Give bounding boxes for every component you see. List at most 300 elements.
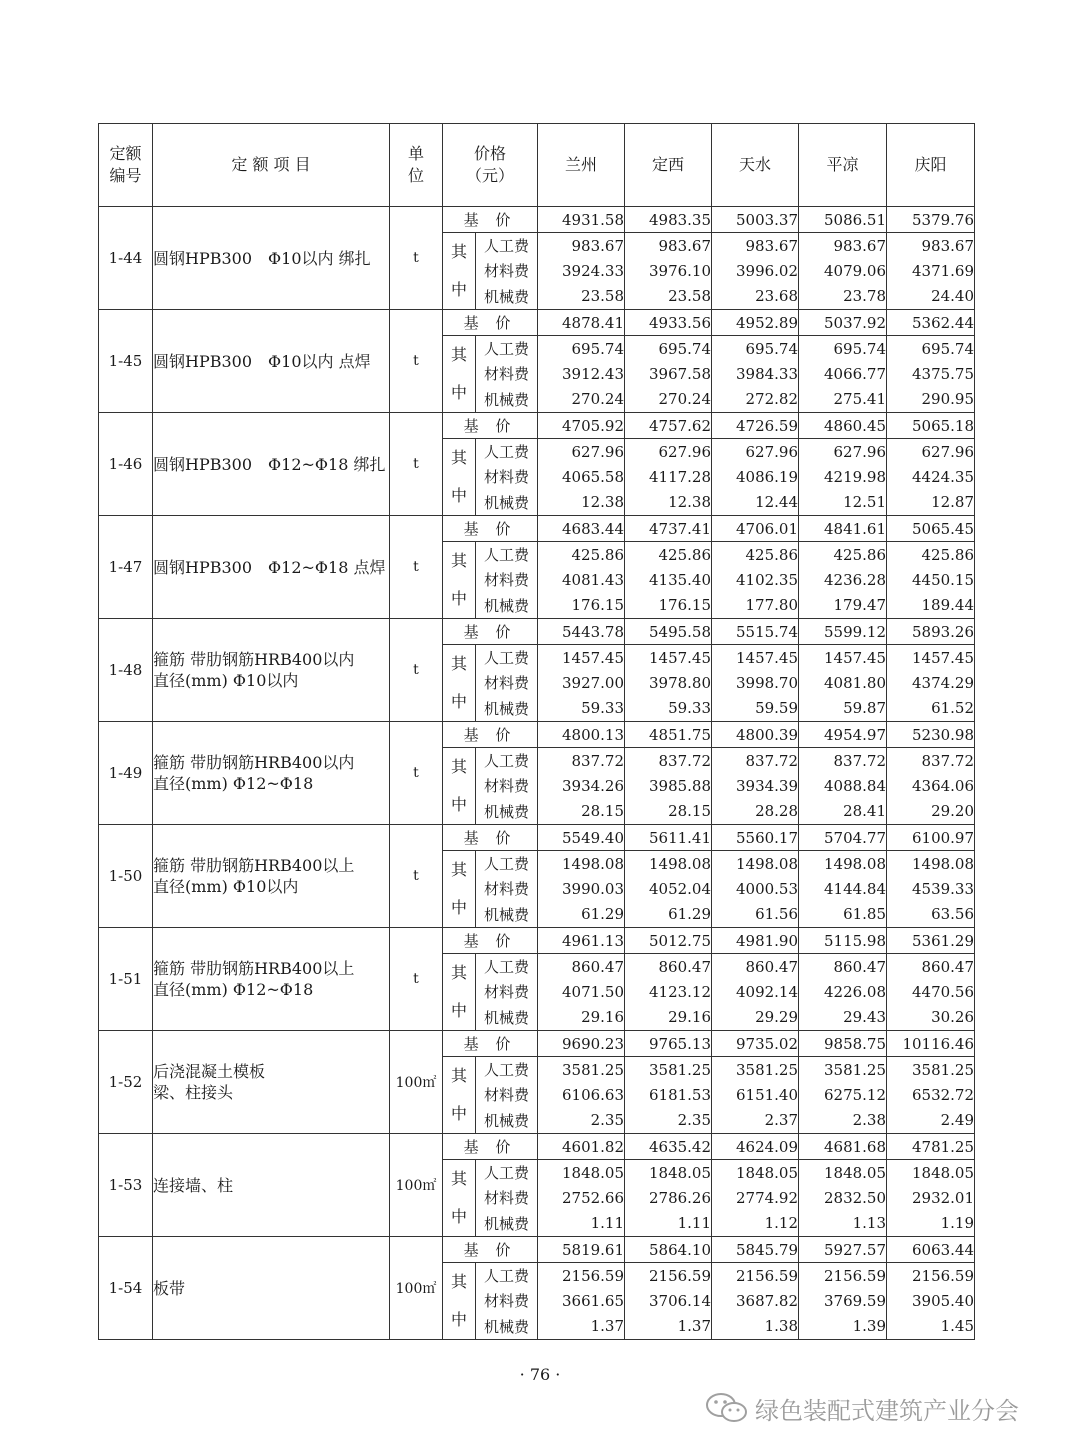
base-price-label: 基 价: [443, 516, 538, 542]
labor-cost-label: 人工费: [476, 954, 538, 980]
price-cell: 1848.05: [538, 1160, 625, 1186]
header-city: 定西: [625, 124, 712, 207]
price-cell: 1.19: [887, 1211, 975, 1237]
price-cell: 2932.01: [887, 1185, 975, 1210]
price-cell: 12.87: [887, 490, 975, 516]
quota-unit: t: [390, 310, 443, 413]
price-cell: 3934.39: [712, 773, 799, 798]
price-cell: 4123.12: [625, 979, 712, 1004]
base-price-label: 基 价: [443, 1031, 538, 1057]
price-cell: 1.39: [799, 1314, 887, 1340]
including-label: 其 中: [443, 1263, 476, 1340]
price-cell: 59.87: [799, 696, 887, 722]
labor-cost-label: 人工费: [476, 851, 538, 877]
material-cost-label: 材料费: [476, 876, 538, 901]
price-cell: 1457.45: [712, 645, 799, 671]
price-cell: 29.16: [625, 1005, 712, 1031]
price-cell: 6181.53: [625, 1082, 712, 1107]
price-cell: 5003.37: [712, 207, 799, 233]
price-cell: 4781.25: [887, 1134, 975, 1160]
price-cell: 5115.98: [799, 928, 887, 954]
price-cell: 4071.50: [538, 979, 625, 1004]
price-cell: 4635.42: [625, 1134, 712, 1160]
price-cell: 4737.41: [625, 516, 712, 542]
quota-unit: 100㎡: [390, 1237, 443, 1340]
quota-code: 1-44: [99, 207, 153, 310]
price-cell: 3905.40: [887, 1288, 975, 1313]
price-cell: 627.96: [625, 439, 712, 465]
price-cell: 1848.05: [887, 1160, 975, 1186]
labor-cost-label: 人工费: [476, 1160, 538, 1186]
machine-cost-label: 机械费: [476, 387, 538, 413]
price-cell: 2.49: [887, 1108, 975, 1134]
quota-code: 1-47: [99, 516, 153, 619]
price-cell: 1457.45: [538, 645, 625, 671]
quota-unit: t: [390, 928, 443, 1031]
quota-item: 圆钢HPB300 Φ10以内 绑扎: [153, 207, 390, 310]
quota-item: 连接墙、柱: [153, 1134, 390, 1237]
price-cell: 627.96: [712, 439, 799, 465]
quota-unit: t: [390, 722, 443, 825]
quota-unit: t: [390, 825, 443, 928]
price-cell: 270.24: [625, 387, 712, 413]
price-cell: 4079.06: [799, 258, 887, 283]
price-cell: 3912.43: [538, 361, 625, 386]
price-cell: 59.33: [625, 696, 712, 722]
price-cell: 4983.35: [625, 207, 712, 233]
material-cost-label: 材料费: [476, 1082, 538, 1107]
price-cell: 5864.10: [625, 1237, 712, 1263]
price-cell: 4601.82: [538, 1134, 625, 1160]
machine-cost-label: 机械费: [476, 490, 538, 516]
price-cell: 4236.28: [799, 567, 887, 592]
price-cell: 272.82: [712, 387, 799, 413]
price-cell: 1848.05: [799, 1160, 887, 1186]
price-cell: 4841.61: [799, 516, 887, 542]
table-row: [99, 1237, 975, 1263]
quota-code: 1-50: [99, 825, 153, 928]
quota-unit: t: [390, 207, 443, 310]
price-cell: 2156.59: [625, 1263, 712, 1289]
header-city: 天水: [712, 124, 799, 207]
material-cost-label: 材料费: [476, 773, 538, 798]
base-price-label: 基 价: [443, 413, 538, 439]
price-cell: 860.47: [625, 954, 712, 980]
price-cell: 5065.18: [887, 413, 975, 439]
price-cell: 3687.82: [712, 1288, 799, 1313]
price-cell: 23.68: [712, 284, 799, 310]
price-cell: 6100.97: [887, 825, 975, 851]
material-cost-label: 材料费: [476, 567, 538, 592]
price-cell: 29.20: [887, 799, 975, 825]
price-cell: 5704.77: [799, 825, 887, 851]
price-cell: 12.51: [799, 490, 887, 516]
price-cell: 1498.08: [538, 851, 625, 877]
table-row: [99, 310, 975, 336]
price-cell: 3581.25: [712, 1057, 799, 1083]
price-cell: 837.72: [887, 748, 975, 774]
including-label: 其 中: [443, 954, 476, 1031]
machine-cost-label: 机械费: [476, 696, 538, 722]
table-row: [99, 619, 975, 645]
price-cell: 5560.17: [712, 825, 799, 851]
table-row: [99, 928, 975, 954]
quota-unit: t: [390, 413, 443, 516]
price-cell: 1.13: [799, 1211, 887, 1237]
price-cell: 837.72: [625, 748, 712, 774]
price-cell: 3996.02: [712, 258, 799, 283]
price-cell: 425.86: [625, 542, 712, 568]
price-cell: 61.29: [538, 902, 625, 928]
labor-cost-label: 人工费: [476, 233, 538, 259]
price-cell: 425.86: [538, 542, 625, 568]
price-cell: 4219.98: [799, 464, 887, 489]
price-cell: 4470.56: [887, 979, 975, 1004]
price-cell: 5549.40: [538, 825, 625, 851]
price-cell: 4374.29: [887, 670, 975, 695]
price-cell: 5086.51: [799, 207, 887, 233]
machine-cost-label: 机械费: [476, 1211, 538, 1237]
quota-item: 后浇混凝土模板 梁、柱接头: [153, 1031, 390, 1134]
price-cell: 179.47: [799, 593, 887, 619]
machine-cost-label: 机械费: [476, 1005, 538, 1031]
price-cell: 4705.92: [538, 413, 625, 439]
machine-cost-label: 机械费: [476, 284, 538, 310]
price-cell: 3984.33: [712, 361, 799, 386]
quota-item: 圆钢HPB300 Φ12~Φ18 点焊: [153, 516, 390, 619]
material-cost-label: 材料费: [476, 258, 538, 283]
header-price: 价格 （元）: [443, 124, 538, 207]
machine-cost-label: 机械费: [476, 799, 538, 825]
price-cell: 59.59: [712, 696, 799, 722]
labor-cost-label: 人工费: [476, 336, 538, 362]
table-row: [99, 1134, 975, 1160]
price-cell: 2.38: [799, 1108, 887, 1134]
price-cell: 1848.05: [625, 1160, 712, 1186]
price-cell: 425.86: [712, 542, 799, 568]
price-cell: 4981.90: [712, 928, 799, 954]
price-cell: 983.67: [625, 233, 712, 259]
price-cell: 6532.72: [887, 1082, 975, 1107]
price-cell: 28.28: [712, 799, 799, 825]
quota-code: 1-52: [99, 1031, 153, 1134]
quota-code: 1-54: [99, 1237, 153, 1340]
price-cell: 4681.68: [799, 1134, 887, 1160]
price-cell: 4878.41: [538, 310, 625, 336]
price-cell: 1498.08: [712, 851, 799, 877]
price-cell: 29.16: [538, 1005, 625, 1031]
including-label: 其 中: [443, 542, 476, 619]
price-cell: 3934.26: [538, 773, 625, 798]
price-cell: 3581.25: [799, 1057, 887, 1083]
price-cell: 2786.26: [625, 1185, 712, 1210]
quota-unit: 100㎡: [390, 1134, 443, 1237]
machine-cost-label: 机械费: [476, 593, 538, 619]
price-cell: 4961.13: [538, 928, 625, 954]
price-cell: 627.96: [799, 439, 887, 465]
price-cell: 176.15: [538, 593, 625, 619]
price-cell: 4371.69: [887, 258, 975, 283]
including-label: 其 中: [443, 645, 476, 722]
quota-item: 圆钢HPB300 Φ12~Φ18 绑扎: [153, 413, 390, 516]
price-cell: 29.43: [799, 1005, 887, 1031]
price-cell: 28.15: [625, 799, 712, 825]
price-cell: 30.26: [887, 1005, 975, 1031]
price-cell: 4135.40: [625, 567, 712, 592]
price-cell: 4226.08: [799, 979, 887, 1004]
price-cell: 4539.33: [887, 876, 975, 901]
price-cell: 2156.59: [799, 1263, 887, 1289]
price-cell: 23.58: [538, 284, 625, 310]
page-number: · 76 ·: [519, 1365, 561, 1384]
header-city: 平凉: [799, 124, 887, 207]
price-cell: 4375.75: [887, 361, 975, 386]
price-cell: 5819.61: [538, 1237, 625, 1263]
price-cell: 12.38: [538, 490, 625, 516]
price-cell: 4088.84: [799, 773, 887, 798]
header-city: 兰州: [538, 124, 625, 207]
quota-code: 1-48: [99, 619, 153, 722]
price-cell: 983.67: [538, 233, 625, 259]
price-cell: 28.41: [799, 799, 887, 825]
table-row: [99, 722, 975, 748]
quota-code: 1-51: [99, 928, 153, 1031]
price-cell: 3976.10: [625, 258, 712, 283]
price-cell: 4117.28: [625, 464, 712, 489]
quota-unit: 100㎡: [390, 1031, 443, 1134]
price-cell: 4800.13: [538, 722, 625, 748]
price-cell: 177.80: [712, 593, 799, 619]
header-item: 定 额 项 目: [153, 124, 390, 207]
price-cell: 4860.45: [799, 413, 887, 439]
price-cell: 695.74: [625, 336, 712, 362]
quota-unit: t: [390, 516, 443, 619]
price-cell: 29.29: [712, 1005, 799, 1031]
price-cell: 1457.45: [799, 645, 887, 671]
price-cell: 5443.78: [538, 619, 625, 645]
quota-item: 箍筋 带肋钢筋HRB400以内 直径(mm) Φ10以内: [153, 619, 390, 722]
price-cell: 4364.06: [887, 773, 975, 798]
price-cell: 3927.00: [538, 670, 625, 695]
material-cost-label: 材料费: [476, 1288, 538, 1313]
quota-item: 板带: [153, 1237, 390, 1340]
price-cell: 5611.41: [625, 825, 712, 851]
price-cell: 59.33: [538, 696, 625, 722]
price-cell: 3769.59: [799, 1288, 887, 1313]
price-cell: 4851.75: [625, 722, 712, 748]
price-cell: 5065.45: [887, 516, 975, 542]
price-cell: 5361.29: [887, 928, 975, 954]
price-cell: 860.47: [799, 954, 887, 980]
price-cell: 4683.44: [538, 516, 625, 542]
base-price-label: 基 价: [443, 1134, 538, 1160]
price-cell: 1848.05: [712, 1160, 799, 1186]
price-cell: 4081.80: [799, 670, 887, 695]
price-cell: 4954.97: [799, 722, 887, 748]
quota-code: 1-49: [99, 722, 153, 825]
price-cell: 2.37: [712, 1108, 799, 1134]
price-cell: 2.35: [538, 1108, 625, 1134]
price-cell: 425.86: [799, 542, 887, 568]
table-row: [99, 516, 975, 542]
price-cell: 425.86: [887, 542, 975, 568]
including-label: 其 中: [443, 233, 476, 310]
labor-cost-label: 人工费: [476, 1057, 538, 1083]
material-cost-label: 材料费: [476, 464, 538, 489]
price-cell: 1498.08: [887, 851, 975, 877]
base-price-label: 基 价: [443, 310, 538, 336]
price-cell: 983.67: [887, 233, 975, 259]
price-cell: 3924.33: [538, 258, 625, 283]
price-cell: 6151.40: [712, 1082, 799, 1107]
including-label: 其 中: [443, 851, 476, 928]
price-cell: 2156.59: [538, 1263, 625, 1289]
price-cell: 3581.25: [625, 1057, 712, 1083]
price-cell: 4952.89: [712, 310, 799, 336]
material-cost-label: 材料费: [476, 1185, 538, 1210]
quota-item: 箍筋 带肋钢筋HRB400以内 直径(mm) Φ12~Φ18: [153, 722, 390, 825]
base-price-label: 基 价: [443, 619, 538, 645]
price-cell: 1.11: [538, 1211, 625, 1237]
price-cell: 5230.98: [887, 722, 975, 748]
header-unit: 单 位: [390, 124, 443, 207]
watermark: [705, 1390, 1019, 1426]
quota-code: 1-45: [99, 310, 153, 413]
price-cell: 2156.59: [887, 1263, 975, 1289]
price-cell: 860.47: [538, 954, 625, 980]
price-cell: 2156.59: [712, 1263, 799, 1289]
price-cell: 61.52: [887, 696, 975, 722]
price-cell: 627.96: [887, 439, 975, 465]
price-cell: 4052.04: [625, 876, 712, 901]
labor-cost-label: 人工费: [476, 542, 538, 568]
price-cell: 4933.56: [625, 310, 712, 336]
price-cell: 5037.92: [799, 310, 887, 336]
labor-cost-label: 人工费: [476, 439, 538, 465]
price-cell: 3985.88: [625, 773, 712, 798]
price-cell: 290.95: [887, 387, 975, 413]
price-cell: 5012.75: [625, 928, 712, 954]
price-cell: 4624.09: [712, 1134, 799, 1160]
price-cell: 627.96: [538, 439, 625, 465]
price-cell: 4726.59: [712, 413, 799, 439]
price-cell: 23.78: [799, 284, 887, 310]
price-cell: 10116.46: [887, 1031, 975, 1057]
price-cell: 4000.53: [712, 876, 799, 901]
price-cell: 4081.43: [538, 567, 625, 592]
price-cell: 4931.58: [538, 207, 625, 233]
price-cell: 61.29: [625, 902, 712, 928]
price-cell: 2774.92: [712, 1185, 799, 1210]
price-cell: 3581.25: [538, 1057, 625, 1083]
price-cell: 1457.45: [625, 645, 712, 671]
price-cell: 860.47: [712, 954, 799, 980]
price-cell: 28.15: [538, 799, 625, 825]
labor-cost-label: 人工费: [476, 1263, 538, 1289]
price-cell: 5379.76: [887, 207, 975, 233]
quota-item: 箍筋 带肋钢筋HRB400以上 直径(mm) Φ12~Φ18: [153, 928, 390, 1031]
price-cell: 1.37: [625, 1314, 712, 1340]
header-code: 定额 编号: [99, 124, 153, 207]
price-cell: 4086.19: [712, 464, 799, 489]
machine-cost-label: 机械费: [476, 1108, 538, 1134]
labor-cost-label: 人工费: [476, 748, 538, 774]
price-cell: 4102.35: [712, 567, 799, 592]
price-cell: 4144.84: [799, 876, 887, 901]
price-cell: 1.37: [538, 1314, 625, 1340]
price-cell: 24.40: [887, 284, 975, 310]
price-cell: 4706.01: [712, 516, 799, 542]
price-cell: 61.85: [799, 902, 887, 928]
price-cell: 3661.65: [538, 1288, 625, 1313]
base-price-label: 基 价: [443, 207, 538, 233]
price-cell: 23.58: [625, 284, 712, 310]
table-row: [99, 1031, 975, 1057]
price-cell: 4066.77: [799, 361, 887, 386]
table-row: [99, 825, 975, 851]
price-cell: 837.72: [799, 748, 887, 774]
price-cell: 4092.14: [712, 979, 799, 1004]
price-cell: 983.67: [712, 233, 799, 259]
including-label: 其 中: [443, 1160, 476, 1237]
price-cell: 1457.45: [887, 645, 975, 671]
price-cell: 1.11: [625, 1211, 712, 1237]
price-cell: 3967.58: [625, 361, 712, 386]
price-cell: 3990.03: [538, 876, 625, 901]
price-cell: 12.38: [625, 490, 712, 516]
including-label: 其 中: [443, 748, 476, 825]
machine-cost-label: 机械费: [476, 1314, 538, 1340]
price-cell: 176.15: [625, 593, 712, 619]
machine-cost-label: 机械费: [476, 902, 538, 928]
price-cell: 6275.12: [799, 1082, 887, 1107]
table-row: [99, 207, 975, 233]
price-cell: 695.74: [799, 336, 887, 362]
price-cell: 3978.80: [625, 670, 712, 695]
price-cell: 1.45: [887, 1314, 975, 1340]
labor-cost-label: 人工费: [476, 645, 538, 671]
price-cell: 2832.50: [799, 1185, 887, 1210]
header-city: 庆阳: [887, 124, 975, 207]
price-cell: 4757.62: [625, 413, 712, 439]
price-cell: 837.72: [712, 748, 799, 774]
price-cell: 6063.44: [887, 1237, 975, 1263]
material-cost-label: 材料费: [476, 361, 538, 386]
price-cell: 12.44: [712, 490, 799, 516]
price-cell: 4065.58: [538, 464, 625, 489]
quota-code: 1-53: [99, 1134, 153, 1237]
price-cell: 6106.63: [538, 1082, 625, 1107]
price-cell: 4800.39: [712, 722, 799, 748]
price-cell: 4450.15: [887, 567, 975, 592]
price-cell: 9690.23: [538, 1031, 625, 1057]
price-cell: 5927.57: [799, 1237, 887, 1263]
price-cell: 63.56: [887, 902, 975, 928]
price-cell: 983.67: [799, 233, 887, 259]
price-cell: 4424.35: [887, 464, 975, 489]
price-cell: 5845.79: [712, 1237, 799, 1263]
material-cost-label: 材料费: [476, 670, 538, 695]
price-cell: 9858.75: [799, 1031, 887, 1057]
price-cell: 5599.12: [799, 619, 887, 645]
price-cell: 695.74: [712, 336, 799, 362]
quota-table: [98, 123, 975, 1340]
price-cell: 5495.58: [625, 619, 712, 645]
including-label: 其 中: [443, 1057, 476, 1134]
price-cell: 1498.08: [799, 851, 887, 877]
table-row: [99, 413, 975, 439]
price-cell: 61.56: [712, 902, 799, 928]
